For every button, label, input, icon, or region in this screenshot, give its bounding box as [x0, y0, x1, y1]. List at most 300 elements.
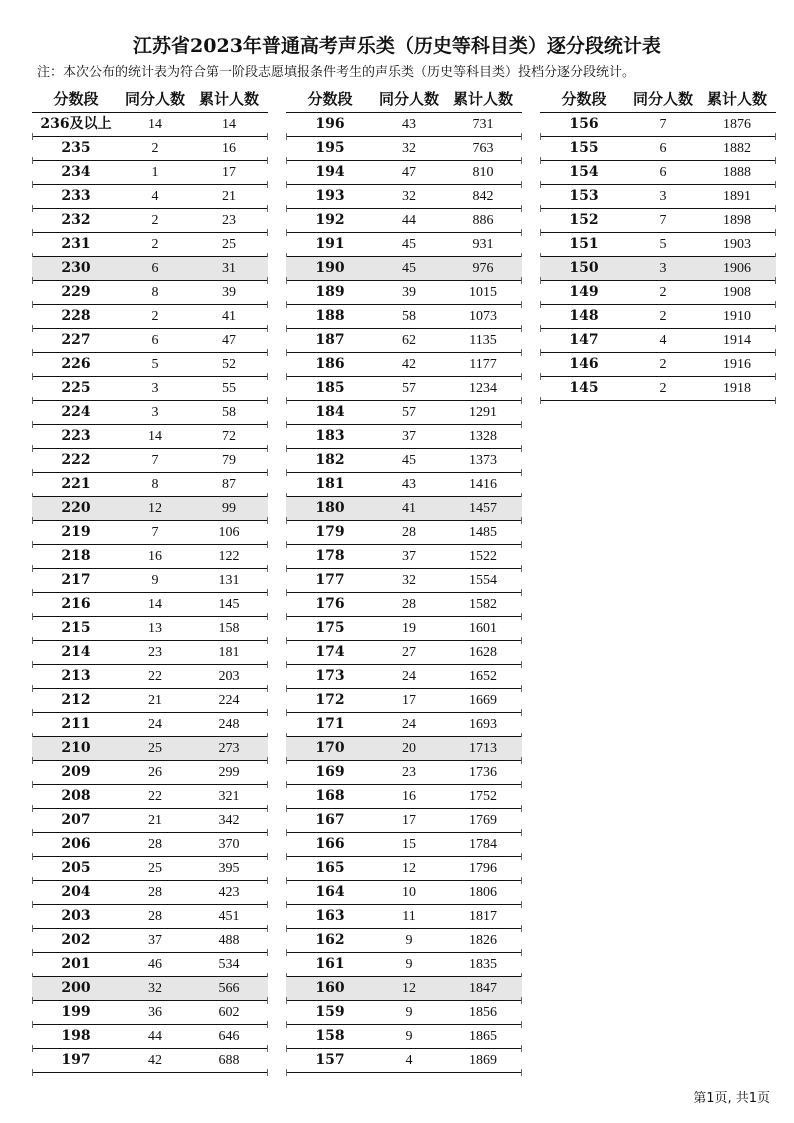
table-row	[32, 617, 268, 641]
score-cell: 206	[61, 836, 91, 852]
same-score-count-cell: 24	[402, 717, 416, 732]
table-row	[540, 113, 776, 137]
same-score-count-cell: 37	[148, 933, 162, 948]
score-cell: 222	[61, 452, 91, 468]
cumulative-count-cell: 203	[218, 669, 240, 684]
cumulative-count-cell: 1693	[469, 717, 497, 732]
table-row	[32, 377, 268, 401]
score-cell: 214	[61, 644, 91, 660]
table-row	[540, 257, 776, 281]
same-score-count-cell: 17	[402, 813, 416, 828]
score-cell: 174	[315, 644, 345, 660]
same-score-count-cell: 32	[402, 141, 416, 156]
table-row	[286, 1001, 522, 1025]
same-score-count-cell: 32	[148, 981, 162, 996]
table-row	[32, 305, 268, 329]
same-score-count-cell: 37	[402, 429, 416, 444]
same-score-count-cell: 26	[148, 765, 162, 780]
table-row	[286, 641, 522, 665]
score-cell: 166	[315, 836, 345, 852]
table-row	[286, 209, 522, 233]
same-score-count-cell: 37	[402, 549, 416, 564]
cumulative-count-cell: 1752	[469, 789, 497, 804]
same-score-count-cell: 44	[402, 213, 416, 228]
score-cell: 153	[569, 188, 599, 204]
same-score-count-cell: 15	[402, 837, 416, 852]
cumulative-count-cell: 99	[222, 501, 236, 516]
table-row	[286, 185, 522, 209]
same-score-count-cell: 42	[402, 357, 416, 372]
cumulative-count-cell: 534	[218, 957, 240, 972]
same-score-count-cell: 14	[148, 429, 162, 444]
same-score-count-cell: 32	[402, 573, 416, 588]
score-cell: 197	[61, 1052, 91, 1068]
same-score-count-cell: 14	[148, 597, 162, 612]
same-score-count-cell: 16	[402, 789, 416, 804]
same-score-count-cell: 28	[148, 837, 162, 852]
cumulative-count-cell: 79	[222, 453, 236, 468]
same-score-count-cell: 3	[659, 261, 667, 276]
cumulative-count-cell: 17	[222, 165, 236, 180]
table-row	[32, 353, 268, 377]
table-row	[540, 161, 776, 185]
table-row	[32, 545, 268, 569]
score-cell: 157	[315, 1052, 345, 1068]
table-row	[32, 929, 268, 953]
cumulative-count-cell: 1914	[723, 333, 751, 348]
same-score-count-cell: 2	[659, 381, 667, 396]
table-row	[32, 689, 268, 713]
score-cell: 148	[569, 308, 599, 324]
score-cell: 198	[61, 1028, 91, 1044]
cumulative-count-cell: 158	[218, 621, 240, 636]
table-row	[286, 161, 522, 185]
header-cumulative: 累计人数	[706, 89, 767, 108]
same-score-count-cell: 27	[402, 645, 416, 660]
table-row	[32, 713, 268, 737]
table-row	[286, 881, 522, 905]
score-cell: 151	[569, 236, 599, 252]
table-row	[286, 785, 522, 809]
same-score-count-cell: 4	[151, 189, 159, 204]
same-score-count-cell: 11	[402, 909, 416, 924]
header-cumulative: 累计人数	[198, 89, 259, 108]
table-row	[286, 1025, 522, 1049]
score-cell: 154	[569, 164, 599, 180]
same-score-count-cell: 9	[151, 573, 159, 588]
cumulative-count-cell: 1856	[469, 1005, 497, 1020]
cumulative-count-cell: 370	[218, 837, 240, 852]
score-cell: 195	[315, 140, 345, 156]
cumulative-count-cell: 58	[222, 405, 236, 420]
cumulative-count-cell: 145	[218, 597, 240, 612]
same-score-count-cell: 32	[402, 189, 416, 204]
same-score-count-cell: 12	[402, 981, 416, 996]
same-score-count-cell: 7	[659, 117, 667, 132]
cumulative-count-cell: 1234	[469, 381, 497, 396]
cumulative-count-cell: 731	[472, 117, 494, 132]
cumulative-count-cell: 1736	[469, 765, 497, 780]
cumulative-count-cell: 1910	[723, 309, 751, 324]
score-cell: 234	[61, 164, 91, 180]
cumulative-count-cell: 763	[472, 141, 494, 156]
same-score-count-cell: 24	[402, 669, 416, 684]
score-cell: 175	[315, 620, 345, 636]
same-score-count-cell: 24	[148, 717, 162, 732]
score-cell: 147	[569, 332, 599, 348]
same-score-count-cell: 2	[151, 213, 159, 228]
table-row	[32, 473, 268, 497]
score-cell: 173	[315, 668, 345, 684]
same-score-count-cell: 6	[151, 333, 159, 348]
cumulative-count-cell: 1888	[723, 165, 751, 180]
table-row	[32, 905, 268, 929]
table-row	[32, 233, 268, 257]
table-row	[286, 665, 522, 689]
same-score-count-cell: 12	[148, 501, 162, 516]
cumulative-count-cell: 886	[472, 213, 494, 228]
score-cell: 230	[61, 260, 91, 276]
table-row	[32, 137, 268, 161]
table-row	[32, 401, 268, 425]
score-cell: 190	[315, 260, 345, 276]
same-score-count-cell: 12	[402, 861, 416, 876]
same-score-count-cell: 2	[151, 237, 159, 252]
table-row	[540, 329, 776, 353]
cumulative-count-cell: 21	[222, 189, 236, 204]
table-row	[32, 281, 268, 305]
cumulative-count-cell: 342	[218, 813, 240, 828]
same-score-count-cell: 45	[402, 453, 416, 468]
header-cumulative: 累计人数	[452, 89, 513, 108]
score-cell: 168	[315, 788, 345, 804]
cumulative-count-cell: 14	[222, 117, 236, 132]
table-row	[286, 425, 522, 449]
table-row	[286, 617, 522, 641]
cumulative-count-cell: 55	[222, 381, 236, 396]
cumulative-count-cell: 1628	[469, 645, 497, 660]
table-row	[286, 977, 522, 1001]
same-score-count-cell: 39	[402, 285, 416, 300]
same-score-count-cell: 5	[151, 357, 159, 372]
score-cell: 167	[315, 812, 345, 828]
same-score-count-cell: 9	[405, 933, 413, 948]
table-row	[32, 161, 268, 185]
same-score-count-cell: 2	[659, 285, 667, 300]
cumulative-count-cell: 566	[218, 981, 240, 996]
table-row	[32, 857, 268, 881]
table-row	[286, 593, 522, 617]
score-cell: 215	[61, 620, 91, 636]
same-score-count-cell: 28	[148, 885, 162, 900]
score-cell: 159	[315, 1004, 345, 1020]
table-row	[32, 257, 268, 281]
cumulative-count-cell: 39	[222, 285, 236, 300]
same-score-count-cell: 22	[148, 789, 162, 804]
cumulative-count-cell: 1457	[469, 501, 497, 516]
same-score-count-cell: 21	[148, 813, 162, 828]
score-cell: 217	[61, 572, 91, 588]
cumulative-count-cell: 395	[218, 861, 240, 876]
score-cell: 146	[569, 356, 599, 372]
table-row	[32, 881, 268, 905]
cumulative-count-cell: 131	[218, 573, 240, 588]
page-number: 第1页, 共1页	[693, 1091, 770, 1106]
score-cell: 208	[61, 788, 91, 804]
score-cell: 183	[315, 428, 345, 444]
same-score-count-cell: 44	[148, 1029, 162, 1044]
score-cell: 176	[315, 596, 345, 612]
same-score-count-cell: 9	[405, 1029, 413, 1044]
score-cell: 196	[315, 116, 345, 132]
score-cell: 227	[61, 332, 91, 348]
same-score-count-cell: 3	[151, 381, 159, 396]
cumulative-count-cell: 1015	[469, 285, 497, 300]
table-row	[286, 905, 522, 929]
score-cell: 186	[315, 356, 345, 372]
score-table-column-1	[32, 84, 268, 1073]
score-cell: 177	[315, 572, 345, 588]
score-cell: 199	[61, 1004, 91, 1020]
cumulative-count-cell: 181	[218, 645, 240, 660]
cumulative-count-cell: 47	[222, 333, 236, 348]
same-score-count-cell: 1	[151, 165, 159, 180]
same-score-count-cell: 46	[148, 957, 162, 972]
score-cell: 184	[315, 404, 345, 420]
score-cell: 209	[61, 764, 91, 780]
cumulative-count-cell: 1554	[469, 573, 497, 588]
same-score-count-cell: 20	[402, 741, 416, 756]
header-score: 分数段	[561, 89, 607, 108]
cumulative-count-cell: 1582	[469, 597, 497, 612]
score-cell: 233	[61, 188, 91, 204]
cumulative-count-cell: 1784	[469, 837, 497, 852]
same-score-count-cell: 4	[659, 333, 667, 348]
score-cell: 228	[61, 308, 91, 324]
table-row	[540, 305, 776, 329]
same-score-count-cell: 62	[402, 333, 416, 348]
table-row	[540, 377, 776, 401]
table-row	[286, 569, 522, 593]
table-row	[32, 737, 268, 761]
table-row	[286, 521, 522, 545]
same-score-count-cell: 2	[151, 141, 159, 156]
score-cell: 189	[315, 284, 345, 300]
cumulative-count-cell: 1898	[723, 213, 751, 228]
table-row	[540, 209, 776, 233]
score-cell: 152	[569, 212, 599, 228]
table-row	[286, 113, 522, 137]
table-row	[32, 1001, 268, 1025]
same-score-count-cell: 2	[151, 309, 159, 324]
score-cell: 224	[61, 404, 91, 420]
score-cell: 212	[61, 692, 91, 708]
table-row	[32, 761, 268, 785]
score-cell: 188	[315, 308, 345, 324]
table-row	[32, 977, 268, 1001]
table-row	[286, 857, 522, 881]
table-row	[32, 641, 268, 665]
score-cell: 193	[315, 188, 345, 204]
cumulative-count-cell: 1291	[469, 405, 497, 420]
table-row	[286, 761, 522, 785]
cumulative-count-cell: 224	[218, 693, 240, 708]
same-score-count-cell: 10	[402, 885, 416, 900]
table-row	[286, 353, 522, 377]
score-cell: 236及以上	[40, 116, 112, 132]
cumulative-count-cell: 423	[218, 885, 240, 900]
score-cell: 218	[61, 548, 91, 564]
score-cell: 235	[61, 140, 91, 156]
score-cell: 149	[569, 284, 599, 300]
cumulative-count-cell: 72	[222, 429, 236, 444]
table-row	[32, 785, 268, 809]
score-cell: 179	[315, 524, 345, 540]
table-row	[286, 449, 522, 473]
same-score-count-cell: 2	[659, 309, 667, 324]
score-cell: 221	[61, 476, 91, 492]
table-header	[32, 84, 268, 113]
cumulative-count-cell: 1713	[469, 741, 497, 756]
cumulative-count-cell: 1882	[723, 141, 751, 156]
table-row	[540, 185, 776, 209]
score-cell: 194	[315, 164, 345, 180]
score-cell: 164	[315, 884, 345, 900]
same-score-count-cell: 19	[402, 621, 416, 636]
cumulative-count-cell: 1817	[469, 909, 497, 924]
table-body	[32, 113, 268, 1073]
score-cell: 216	[61, 596, 91, 612]
score-cell: 210	[61, 740, 91, 756]
table-row	[32, 569, 268, 593]
score-cell: 232	[61, 212, 91, 228]
same-score-count-cell: 25	[148, 861, 162, 876]
same-score-count-cell: 5	[659, 237, 667, 252]
same-score-count-cell: 2	[659, 357, 667, 372]
cumulative-count-cell: 122	[218, 549, 240, 564]
table-row	[32, 449, 268, 473]
score-cell: 211	[61, 716, 91, 732]
same-score-count-cell: 7	[659, 213, 667, 228]
table-header	[540, 84, 776, 113]
table-row	[286, 377, 522, 401]
cumulative-count-cell: 842	[472, 189, 494, 204]
cumulative-count-cell: 1652	[469, 669, 497, 684]
table-header	[286, 84, 522, 113]
same-score-count-cell: 58	[402, 309, 416, 324]
same-score-count-cell: 4	[405, 1053, 413, 1068]
table-row	[540, 353, 776, 377]
cumulative-count-cell: 1522	[469, 549, 497, 564]
same-score-count-cell: 28	[148, 909, 162, 924]
table-row	[32, 521, 268, 545]
cumulative-count-cell: 602	[218, 1005, 240, 1020]
same-score-count-cell: 8	[151, 477, 159, 492]
score-cell: 191	[315, 236, 345, 252]
same-score-count-cell: 16	[148, 549, 162, 564]
cumulative-count-cell: 451	[218, 909, 240, 924]
table-row	[32, 209, 268, 233]
same-score-count-cell: 23	[148, 645, 162, 660]
cumulative-count-cell: 931	[472, 237, 494, 252]
same-score-count-cell: 3	[659, 189, 667, 204]
table-row	[540, 137, 776, 161]
score-cell: 155	[569, 140, 599, 156]
same-score-count-cell: 14	[148, 117, 162, 132]
same-score-count-cell: 21	[148, 693, 162, 708]
cumulative-count-cell: 106	[218, 525, 240, 540]
same-score-count-cell: 45	[402, 261, 416, 276]
score-cell: 158	[315, 1028, 345, 1044]
same-score-count-cell: 47	[402, 165, 416, 180]
table-row	[286, 953, 522, 977]
table-row	[286, 545, 522, 569]
same-score-count-cell: 6	[151, 261, 159, 276]
score-cell: 165	[315, 860, 345, 876]
score-cell: 169	[315, 764, 345, 780]
cumulative-count-cell: 1916	[723, 357, 751, 372]
cumulative-count-cell: 31	[222, 261, 236, 276]
score-cell: 192	[315, 212, 345, 228]
cumulative-count-cell: 1903	[723, 237, 751, 252]
same-score-count-cell: 28	[402, 525, 416, 540]
score-cell: 178	[315, 548, 345, 564]
same-score-count-cell: 57	[402, 405, 416, 420]
table-row	[32, 809, 268, 833]
table-row	[32, 425, 268, 449]
table-body	[286, 113, 522, 1073]
cumulative-count-cell: 1796	[469, 861, 497, 876]
cumulative-count-cell: 1328	[469, 429, 497, 444]
cumulative-count-cell: 1177	[469, 357, 497, 372]
cumulative-count-cell: 23	[222, 213, 236, 228]
cumulative-count-cell: 1906	[723, 261, 751, 276]
cumulative-count-cell: 248	[218, 717, 240, 732]
score-cell: 150	[569, 260, 599, 276]
cumulative-count-cell: 1869	[469, 1053, 497, 1068]
table-row	[286, 497, 522, 521]
table-row	[286, 929, 522, 953]
score-cell: 156	[569, 116, 599, 132]
same-score-count-cell: 9	[405, 957, 413, 972]
same-score-count-cell: 42	[148, 1053, 162, 1068]
header-score: 分数段	[307, 89, 353, 108]
score-cell: 185	[315, 380, 345, 396]
same-score-count-cell: 22	[148, 669, 162, 684]
table-row	[286, 281, 522, 305]
cumulative-count-cell: 1769	[469, 813, 497, 828]
cumulative-count-cell: 976	[472, 261, 494, 276]
table-row	[540, 233, 776, 257]
cumulative-count-cell: 25	[222, 237, 236, 252]
score-cell: 145	[569, 380, 599, 396]
table-row	[32, 1049, 268, 1073]
table-row	[32, 497, 268, 521]
score-cell: 182	[315, 452, 345, 468]
cumulative-count-cell: 1806	[469, 885, 497, 900]
header-count: 同分人数	[632, 89, 693, 108]
score-cell: 207	[61, 812, 91, 828]
cumulative-count-cell: 1073	[469, 309, 497, 324]
cumulative-count-cell: 1601	[469, 621, 497, 636]
header-count: 同分人数	[124, 89, 185, 108]
score-cell: 162	[315, 932, 345, 948]
cumulative-count-cell: 321	[218, 789, 240, 804]
cumulative-count-cell: 1835	[469, 957, 497, 972]
table-row	[32, 953, 268, 977]
score-cell: 160	[315, 980, 345, 996]
same-score-count-cell: 43	[402, 477, 416, 492]
